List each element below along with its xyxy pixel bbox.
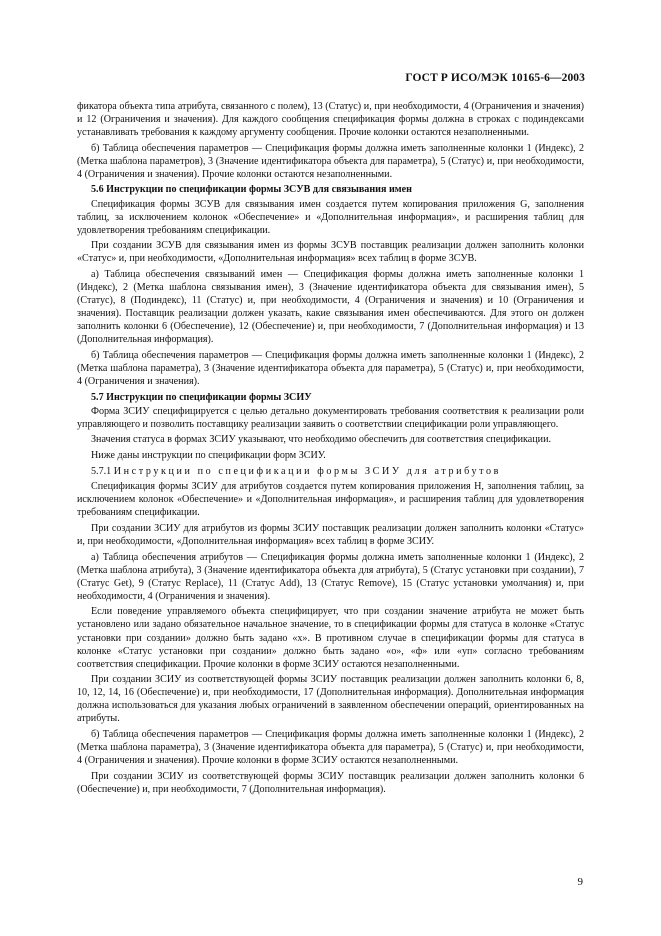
body-text [77, 100, 584, 798]
paragraph-continuation: фикатора объекта типа атрибута, связанного с полем), 13 (Статус) и, при необходимости, 4 (Ограничения и значения) и 12 (Ограничения и значения). Для каждого сообщения спецификация формы должна в строках с подиндексами устанавливать требования к каждому аргументу сообщения. Прочие колонки остаются незаполненными. [77, 101, 584, 139]
paragraph-parameters-table: б) Таблица обеспечения параметров — Спецификация формы должна иметь заполненные колонки 1 (Индекс), 2 (Метка шаблона параметра), 3 (Значение идентификатора объекта для параметра), 5 (Статус) и, при необходимости, 4 (Ограничения и значения). [77, 349, 584, 387]
section-heading-5-7: 5.7 Инструкции по спецификации формы ЗСИУ [91, 391, 312, 403]
paragraph: При создании ЗСУВ для связывания имен из формы ЗСУВ поставщик реализации должен заполнить колонки «Статус» и, при необходимости, «Дополнительная информация» всех таблиц в форме ЗСУВ. [77, 240, 584, 265]
paragraph-attributes-table: а) Таблица обеспечения атрибутов — Спецификация формы должна иметь заполненные колонки 1 (Индекс), 2 (Метка шаблона атрибута), 3 (Значение идентификатора объекта для атрибута), 5 (Статус установки при создании), 7 (Статус Get), 9 (Статус Replace), 11 (Статус Add), 13 (Статус Remove), 15 (Статус установки умолчания) и, при необходимости, 4 (Ограничения и значения). [77, 551, 584, 602]
subsection-number: 5.7.1 [91, 465, 112, 477]
paragraph: При создании ЗСИУ из соответствующей формы ЗСИУ поставщик реализации должен заполнить колонки 6 (Обеспечение) и, при необходимости, 7 (Дополнительная информация). [77, 770, 584, 795]
section-heading-5-6: 5.6 Инструкции по спецификации формы ЗСУВ для связывания имен [91, 184, 412, 196]
paragraph: При создании ЗСИУ для атрибутов из формы ЗСИУ поставщик реализации должен заполнить колонки «Статус» и, при необходимости, «Дополнительная информация» всех таблиц в форме ЗСИУ. [77, 522, 584, 547]
paragraph: Значения статуса в формах ЗСИУ указывают, что необходимо обеспечить для соответствия спецификации. [91, 434, 552, 446]
paragraph: Спецификация формы ЗСУВ для связывания имен создается путем копирования приложения G, заполнения таблиц, за исключением колонок «Обеспечение» и «Дополнительная информация», и расширения таблиц для удовлетворения требованиям спецификации. [77, 198, 584, 236]
subsection-heading-5-7-1 [77, 465, 584, 478]
paragraph: Спецификация формы ЗСИУ для атрибутов создается путем копирования приложения Н, заполнения таблиц, за исключением колонок «Обеспечение» и «Дополнительная информация», и расширения таблиц для удовлетворения требованиям спецификации. [77, 481, 584, 519]
paragraph: Если поведение управляемого объекта специфицирует, что при создании значение атрибута не может быть установлено или задано обязательное начальное значение, то в спецификации формы для статуса в колонке «Статус установки при создании» должно быть задано «х». В противном случае в спецификации формы для статуса в колонке «Статус установки при создании» должно быть задано «о», «ф» или «уп» согласно требованиям соответствия спецификации. Прочие колонки в форме ЗСИУ остаются незаполненными. [77, 606, 584, 670]
page-number: 9 [577, 876, 583, 888]
paragraph-name-bindings-table: а) Таблица обеспечения связываний имен — Спецификация формы должна иметь заполненные колонки 1 (Индекс), 2 (Метка шаблона связывания имен), 3 (Значение идентификатора объекта для связывания имен), 5 (Статус), 8 (Подиндекс), 11 (Статус) и, при необходимости, 4 (Ограничения и значения) и 10 (Ограничения и значения). Поставщик реализации должен указать, какие связывания имен обеспечиваются. Для этого он должен заполнить колонки 6 (Обеспечение), 12 (Обеспечение) и, при необходимости, 7 (Дополнительная информация) и 13 (Дополнительная информация). [77, 268, 584, 346]
paragraph: При создании ЗСИУ из соответствующей формы ЗСИУ поставщик реализации должен заполнить колонки 6, 8, 10, 12, 14, 16 (Обеспечение) и, при необходимости, 17 (Дополнительная информация). Дополнительная информация должна использоваться для указания любых ограничений в заявленном обеспечении операций, ориентированных на атрибуты. [77, 674, 584, 725]
page-header-standard-title: ГОСТ Р ИСО/МЭК 10165-6—2003 [405, 72, 585, 84]
paragraph: Форма ЗСИУ специфицируется с целью детально документировать требования соответствия к реализации роли управляющего и позволить поставщику реализации заявить о соответствии спецификации роли управляющего. [77, 405, 584, 430]
paragraph: Ниже даны инструкции по спецификации форм ЗСИУ. [91, 449, 326, 461]
paragraph-parameters-table: б) Таблица обеспечения параметров — Спецификация формы должна иметь заполненные колонки 1 (Индекс), 2 (Метка шаблона параметра), 3 (Значение идентификатора объекта для параметра), 5 (Статус) и, при необходимости, 4 (Ограничения и значения). Прочие колонки в форме ЗСИУ остаются незаполненными. [77, 729, 584, 767]
subsection-title: Инструкции по спецификации формы ЗСИУ для атрибутов [113, 465, 502, 477]
paragraph-parameters-table: б) Таблица обеспечения параметров — Спецификация формы должна иметь заполненные колонки 1 (Индекс), 2 (Метка шаблона параметров), 3 (Значение идентификатора объекта для параметра), 5 (Статус) и, при необходимости, 4 (Ограничения и значения). Прочие колонки остаются незаполненными. [77, 142, 584, 180]
